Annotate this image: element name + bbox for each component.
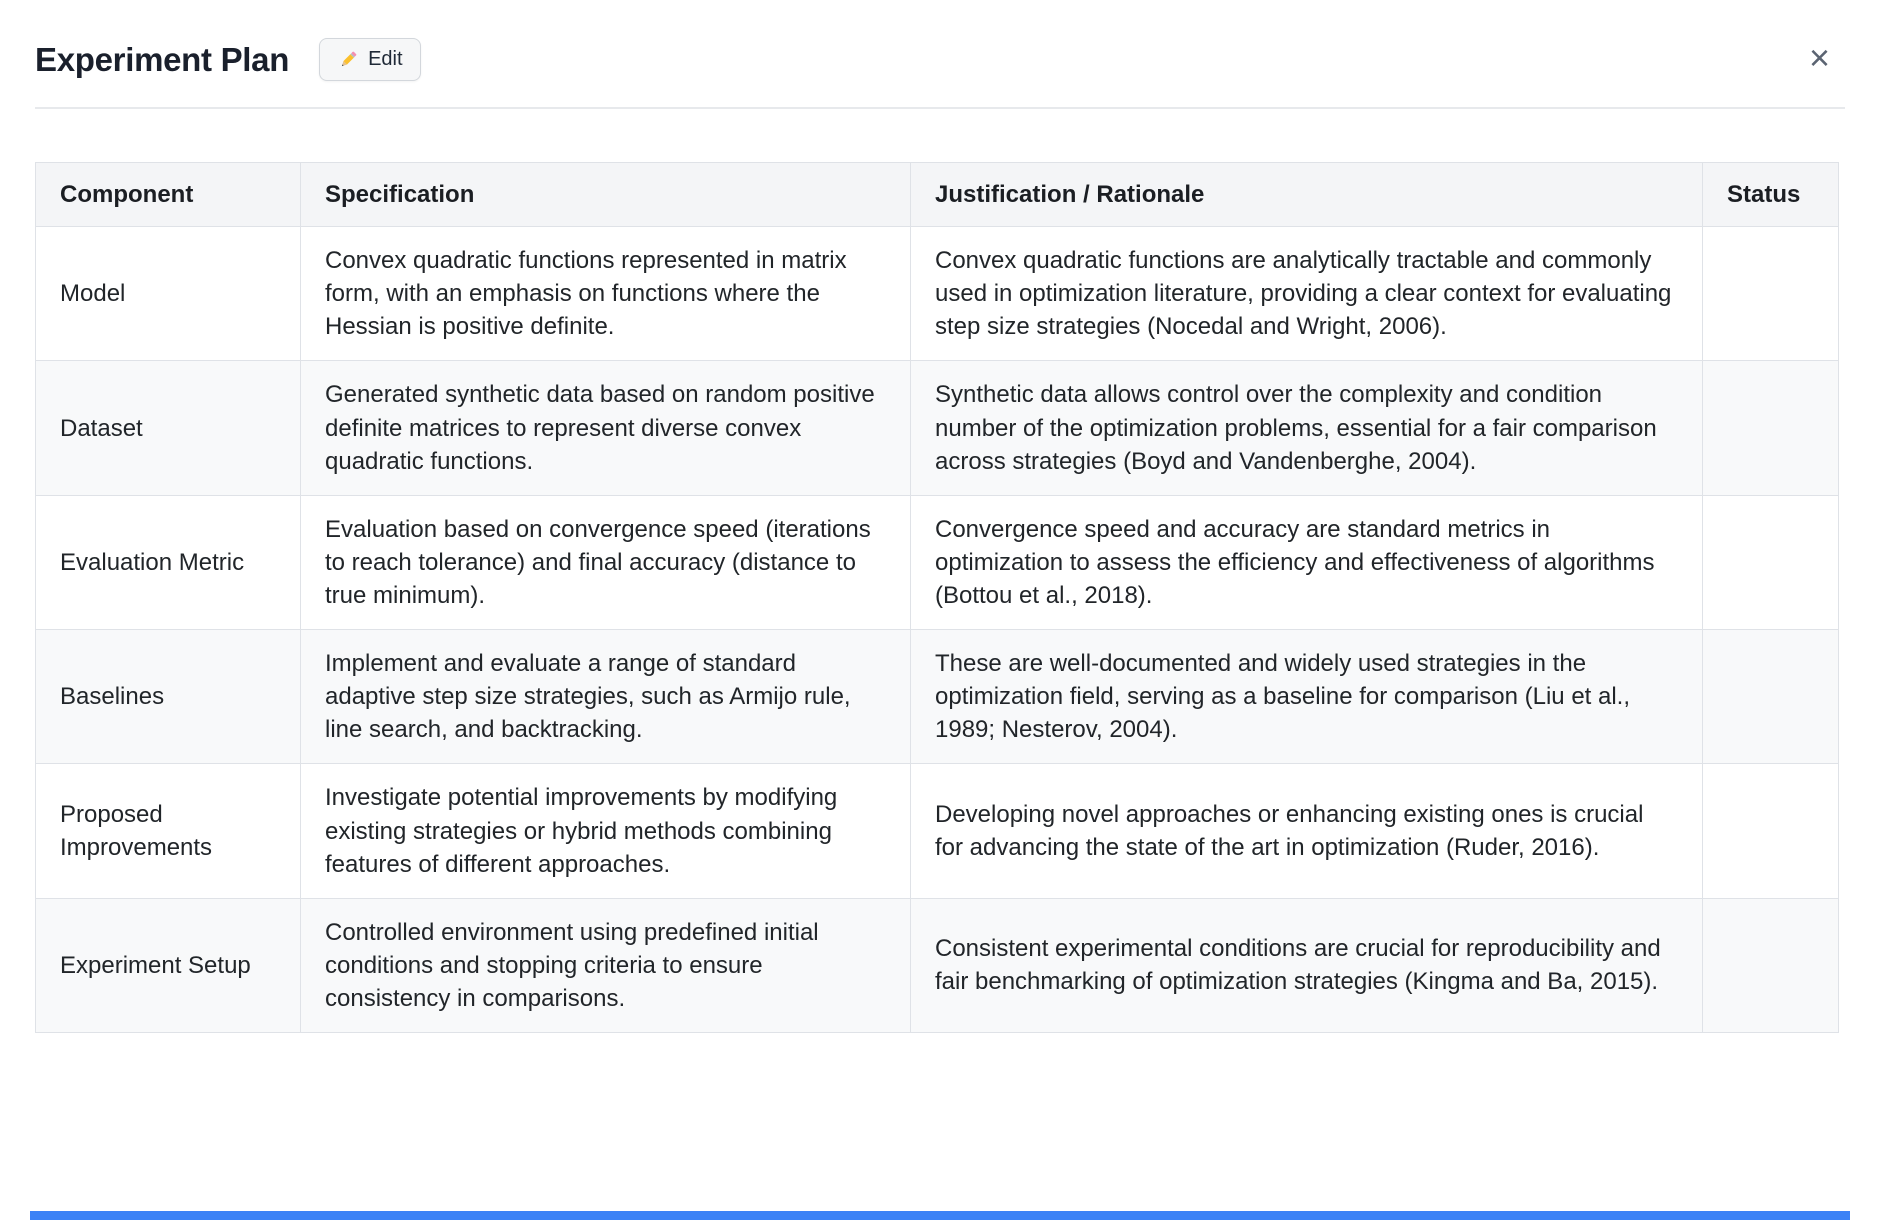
cell-component: Model (36, 227, 301, 361)
cell-justification: Consistent experimental conditions are crucial for reproducibility and fair benchmarking of optimization strategies (Kingma and Ba, 2015). (911, 898, 1703, 1032)
cell-specification: Implement and evaluate a range of standard adaptive step size strategies, such as Armijo rule, line search, and backtracking. (301, 630, 911, 764)
edit-button-label: Edit (368, 48, 403, 70)
cell-specification: Investigate potential improvements by modifying existing strategies or hybrid methods combining features of different approaches. (301, 764, 911, 898)
cell-justification: Convergence speed and accuracy are standard metrics in optimization to assess the efficiency and effectiveness of algorithms (Bottou et al., 2018). (911, 495, 1703, 629)
header (35, 38, 1845, 81)
cell-specification: Generated synthetic data based on random positive definite matrices to represent diverse convex quadratic functions. (301, 361, 911, 495)
pencil-icon (337, 49, 359, 71)
cell-component: Dataset (36, 361, 301, 495)
table-row (36, 630, 1839, 764)
cell-specification: Controlled environment using predefined initial conditions and stopping criteria to ensure consistency in comparisons. (301, 898, 911, 1032)
bottom-accent-bar (30, 1211, 1850, 1220)
column-header-component: Component (36, 163, 301, 227)
cell-status (1703, 630, 1839, 764)
table-row (36, 764, 1839, 898)
cell-justification: Convex quadratic functions are analytically tractable and commonly used in optimization literature, providing a clear context for evaluating step size strategies (Nocedal and Wright, 2006). (911, 227, 1703, 361)
table-row (36, 361, 1839, 495)
cell-specification: Evaluation based on convergence speed (iterations to reach tolerance) and final accuracy (distance to true minimum). (301, 495, 911, 629)
cell-justification: These are well-documented and widely used strategies in the optimization field, serving as a baseline for comparison (Liu et al., 1989; Nesterov, 2004). (911, 630, 1703, 764)
cell-component: Evaluation Metric (36, 495, 301, 629)
cell-status (1703, 227, 1839, 361)
cell-component: Experiment Setup (36, 898, 301, 1032)
column-header-specification: Specification (301, 163, 911, 227)
cell-status (1703, 361, 1839, 495)
close-icon[interactable]: × (1808, 37, 1830, 78)
cell-status (1703, 495, 1839, 629)
cell-status (1703, 764, 1839, 898)
experiment-plan-table (35, 162, 1839, 1033)
table-row (36, 495, 1839, 629)
table-row (36, 227, 1839, 361)
page-title: Experiment Plan (35, 40, 290, 78)
cell-status (1703, 898, 1839, 1032)
cell-component: Proposed Improvements (36, 764, 301, 898)
header-divider (35, 107, 1845, 109)
cell-component: Baselines (36, 630, 301, 764)
cell-justification: Synthetic data allows control over the complexity and condition number of the optimization problems, essential for a fair comparison across strategies (Boyd and Vandenberghe, 2004). (911, 361, 1703, 495)
table-row (36, 898, 1839, 1032)
table-body (36, 227, 1839, 1033)
table-header (36, 163, 1839, 227)
cell-specification: Convex quadratic functions represented in matrix form, with an emphasis on functions where the Hessian is positive definite. (301, 227, 911, 361)
column-header-status: Status (1703, 163, 1839, 227)
edit-button[interactable] (319, 38, 420, 81)
column-header-justification: Justification / Rationale (911, 163, 1703, 227)
cell-justification: Developing novel approaches or enhancing existing ones is crucial for advancing the state of the art in optimization (Ruder, 2016). (911, 764, 1703, 898)
